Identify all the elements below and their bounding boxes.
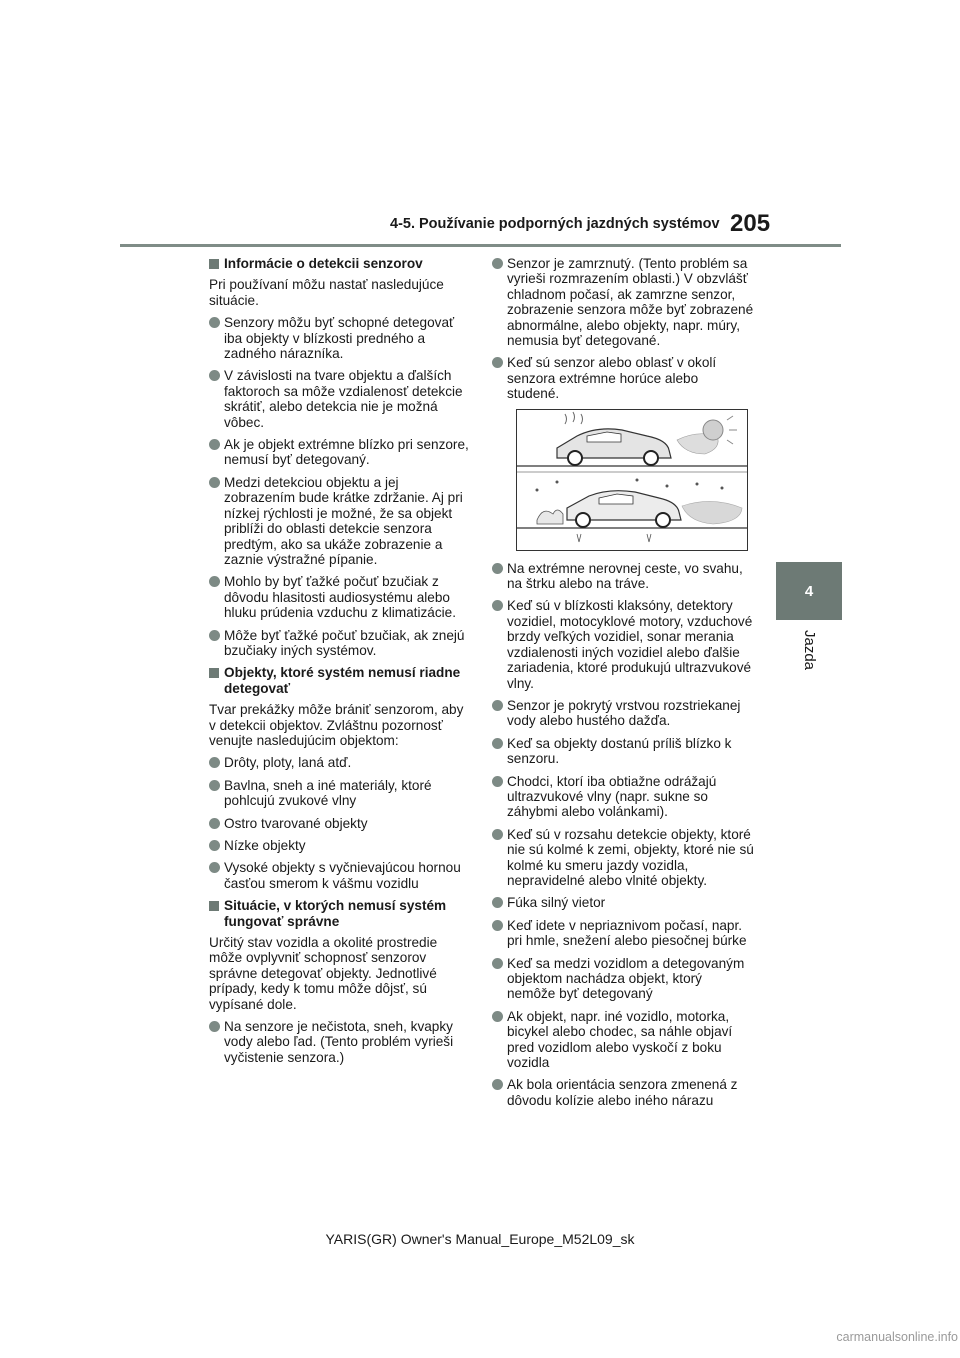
right-column: [492, 256, 754, 1115]
list-item: Ak objekt, napr. iné vozidlo, motorka, bicykel alebo chodec, sa náhle objaví pred vozidlom alebo vyskočí z boku vozidla: [492, 1009, 754, 1071]
list-item: Mohlo by byť ťažké počuť bzučiak z dôvodu hlasitosti audiosystému alebo hluku prúdenia vzduchu z klimatizácie.: [209, 574, 471, 620]
list-item: Nízke objekty: [209, 838, 471, 853]
chapter-label: Jazda: [801, 630, 818, 671]
bullet-icon: [492, 1079, 503, 1090]
list-item: Keď sú senzor alebo oblasť v okolí senzora extrémne horúce alebo studené.: [492, 355, 754, 401]
left-column: [209, 256, 471, 1072]
list-item: Keď idete v nepriaznivom počasí, napr. pri hmle, snežení alebo piesočnej búrke: [492, 918, 754, 949]
bullet-icon: [492, 776, 503, 787]
square-bullet-icon: [209, 901, 219, 911]
section-intro: Pri používaní môžu nastať nasledujúce situácie.: [209, 277, 444, 308]
bullet-icon: [209, 630, 220, 641]
square-bullet-icon: [209, 259, 219, 269]
bullet-icon: [492, 700, 503, 711]
bullet-icon: [492, 258, 503, 269]
list-item: Keď sú v blízkosti klaksóny, detektory vozidiel, motocyklové motory, vzduchové brzdy veľkých vozidiel, sonar merania vzdialenosti iných vozidiel alebo ďalšie zariadenia, ktoré produkujú ultrazvukové vlny.: [492, 598, 754, 690]
list-item: Ak je objekt extrémne blízko pri senzore, nemusí byť detegovaný.: [209, 437, 471, 468]
list-item: Fúka silný vietor: [492, 895, 754, 910]
section-heading: Objekty, ktoré systém nemusí riadne detegovať: [209, 665, 471, 696]
bullet-icon: [492, 1011, 503, 1022]
list-item: Ostro tvarované objekty: [209, 816, 471, 831]
bullet-icon: [492, 958, 503, 969]
manual-footer: YARIS(GR) Owner's Manual_Europe_M52L09_sk: [325, 1231, 635, 1247]
bullet-icon: [209, 780, 220, 791]
bullet-icon: [209, 576, 220, 587]
bullet-icon: [492, 738, 503, 749]
bullet-icon: [492, 357, 503, 368]
section-intro: Tvar prekážky môže brániť senzorom, aby v detekcii objektov. Zvláštnu pozornosť venujte nasledujúcim objektom:: [209, 702, 464, 748]
section-heading: Situácie, v ktorých nemusí systém fungovať správne: [209, 898, 471, 929]
list-item: Senzor je zamrznutý. (Tento problém sa vyrieši rozmrazením oblasti.) V obzvlášť chladnom počasí, ak zamrzne senzor, zobrazenie senzora môže byť zobrazené abnormálne, alebo objekty, napr. múry, nemusia byť detegované.: [492, 256, 754, 348]
list-item: Keď sa medzi vozidlom a detegovaným objektom nachádza objekt, ktorý nemôže byť detegovaný: [492, 956, 754, 1002]
bullet-icon: [209, 1021, 220, 1032]
bullet-icon: [209, 370, 220, 381]
bullet-icon: [209, 862, 220, 873]
list-item: Chodci, ktorí iba obtiažne odrážajú ultrazvukové vlny (napr. sukne so záhybmi alebo volánkami).: [492, 774, 754, 820]
list-item: Môže byť ťažké počuť bzučiak, ak znejú bzučiaky iných systémov.: [209, 628, 471, 659]
illustration-sensor-conditions: [516, 409, 748, 551]
list-item: Medzi detekciou objektu a jej zobrazením bude krátke zdržanie. Aj pri nízkej rýchlosti je možné, že sa objekt priblíži do oblasti detekcie senzora predtým, ako sa ukáže zobrazenie a zaznie výstražné pípanie.: [209, 475, 471, 567]
header-rule: [120, 244, 841, 247]
page-header-title: 4-5. Používanie podporných jazdných systémov: [390, 216, 720, 232]
list-item: Keď sú v rozsahu detekcie objekty, ktoré nie sú kolmé k zemi, objekty, ktoré nie sú kolmé ku smeru jazdy vozidla, nepravidelné alebo vlnité objekty.: [492, 827, 754, 889]
bullet-icon: [492, 563, 503, 574]
bullet-icon: [209, 439, 220, 450]
bullet-icon: [492, 600, 503, 611]
watermark: carmanualsonline.info: [836, 1330, 958, 1344]
square-bullet-icon: [209, 668, 219, 678]
section-heading: Informácie o detekcii senzorov: [209, 256, 471, 271]
bullet-icon: [492, 920, 503, 931]
bullet-icon: [492, 897, 503, 908]
car-heat-cold-illustration: [517, 410, 747, 550]
bullet-icon: [209, 757, 220, 768]
chapter-tab[interactable]: 4: [776, 562, 842, 620]
bullet-icon: [209, 840, 220, 851]
list-item: Drôty, ploty, laná atď.: [209, 755, 471, 770]
section-intro: Určitý stav vozidla a okolité prostredie môže ovplyvniť schopnosť senzorov správne detegovať objekty. Jednotlivé prípady, kedy k tomu môže dôjsť, sú vypísané dole.: [209, 935, 438, 1012]
list-item: Senzory môžu byť schopné detegovať iba objekty v blízkosti predného a zadného nárazníka.: [209, 315, 471, 361]
bullet-icon: [209, 317, 220, 328]
bullet-icon: [209, 477, 220, 488]
list-item: Senzor je pokrytý vrstvou rozstriekanej vody alebo hustého dažďa.: [492, 698, 754, 729]
list-item: Na extrémne nerovnej ceste, vo svahu, na štrku alebo na tráve.: [492, 561, 754, 592]
list-item: Vysoké objekty s vyčnievajúcou hornou časťou smerom k vášmu vozidlu: [209, 860, 471, 891]
list-item: Ak bola orientácia senzora zmenená z dôvodu kolízie alebo iného nárazu: [492, 1077, 754, 1108]
bullet-icon: [492, 829, 503, 840]
bullet-icon: [209, 818, 220, 829]
list-item: Keď sa objekty dostanú príliš blízko k senzoru.: [492, 736, 754, 767]
list-item: Na senzore je nečistota, sneh, kvapky vody alebo ľad. (Tento problém vyrieši vyčistenie senzora.): [209, 1019, 471, 1065]
page-number: 205: [730, 210, 771, 237]
list-item: V závislosti na tvare objektu a ďalších faktoroch sa môže vzdialenosť detekcie skrátiť, alebo detekcia nie je možná vôbec.: [209, 368, 471, 430]
list-item: Bavlna, sneh a iné materiály, ktoré pohlcujú zvukové vlny: [209, 778, 471, 809]
